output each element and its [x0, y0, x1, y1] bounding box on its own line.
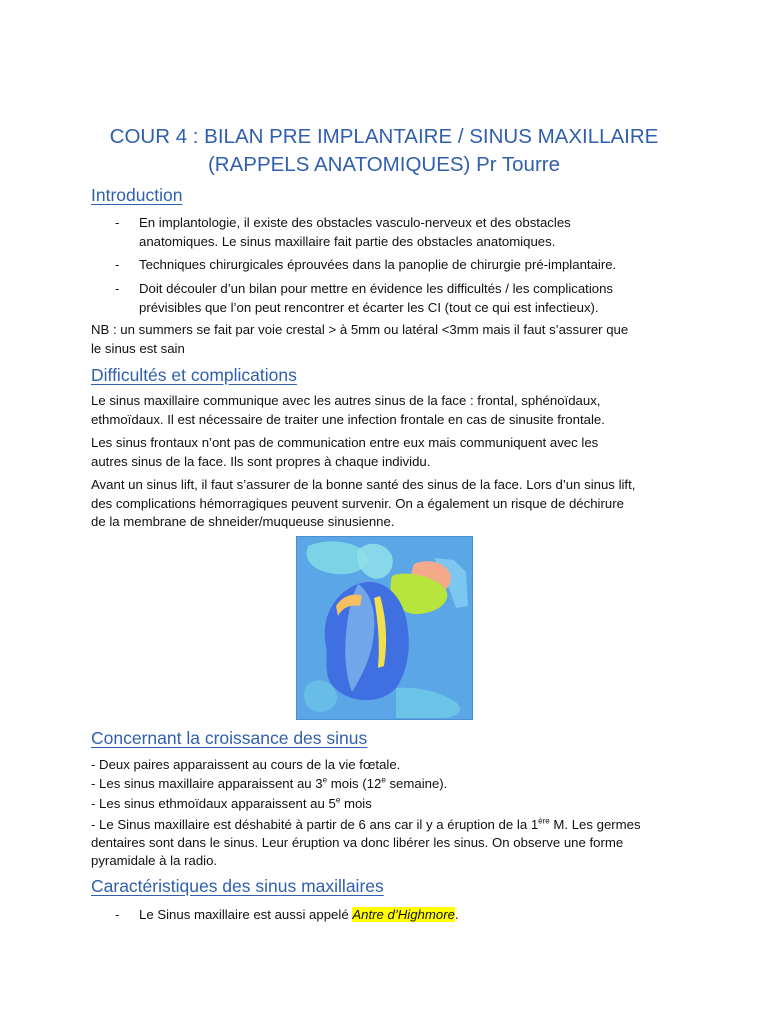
growth-line-3-a: - Les sinus ethmoïdaux apparaissent au 5 [91, 796, 336, 811]
sinus-anatomy-illustration [296, 536, 473, 720]
bullet-marker: - [115, 281, 120, 296]
growth-line-2-sup-a: e [322, 775, 328, 785]
features-bullet-1-after: . [454, 907, 459, 922]
growth-line-2 [91, 775, 681, 794]
growth-line-1: - Deux paires apparaissent au cours de la vie fœtale. [91, 757, 401, 772]
heading-growth: Concernant la croissance des sinus [91, 728, 368, 748]
growth-line-2-sup-b: e [381, 775, 386, 785]
bullet-marker: - [115, 215, 120, 230]
growth-line-4-b: M. Les germes [549, 817, 641, 832]
growth-line-3-sup: e [335, 795, 341, 805]
heading-difficulties: Difficultés et complications [91, 365, 297, 385]
growth-line-2-a: - Les sinus maxillaire apparaissent au 3 [91, 776, 323, 791]
heading-introduction: Introduction [91, 185, 183, 205]
difficulties-p2-line-1: Les sinus frontaux n’ont pas de communication entre eux mais communiquent avec les [91, 435, 599, 450]
difficulties-paragraph-1 [91, 392, 681, 429]
heading-features: Caractéristiques des sinus maxillaires [91, 876, 384, 896]
growth-line-2-c: semaine). [385, 776, 448, 791]
document-title [60, 123, 708, 179]
intro-bullet-1-line-2: anatomiques. Le sinus maxillaire fait partie des obstacles anatomiques. [139, 233, 556, 249]
growth-line-5: dentaires sont dans le sinus. Leur éruption va donc libérer les sinus. On observe une forme [91, 835, 624, 850]
nb-line-2: le sinus est sain [91, 340, 185, 356]
growth-line-4 [91, 816, 681, 835]
title-line-1: COUR 4 : BILAN PRE IMPLANTAIRE / SINUS MAXILLAIRE [109, 125, 659, 148]
growth-line-3-b: mois [340, 796, 372, 811]
bullet-marker: - [115, 257, 120, 272]
nb-line-1: NB : un summers se fait par voie crestal > à 5mm ou latéral <3mm mais il faut s’assurer que [91, 322, 629, 337]
difficulties-p1-line-1: Le sinus maxillaire communique avec les autres sinus de la face : frontal, sphénoïdaux, [91, 393, 601, 408]
growth-line-2-b: mois (12 [327, 776, 382, 791]
intro-bullet-2 [139, 256, 679, 275]
intro-bullet-1 [139, 214, 679, 251]
bullet-marker: - [115, 907, 120, 922]
intro-bullet-3 [139, 280, 679, 317]
difficulties-p3-line-2: des complications hémorragiques peuvent survenir. On a également un risque de déchirure [91, 495, 624, 511]
intro-bullet-3-line-2: prévisibles que l’on peut rencontrer et écarter les CI (tout ce qui est infectieux). [139, 299, 599, 315]
intro-bullet-3-line-1: Doit découler d’un bilan pour mettre en évidence les difficultés / les complications [139, 281, 614, 296]
difficulties-p1-line-2: ethmoïdaux. Il est nécessaire de traiter une infection frontale en cas de sinusite frontale. [91, 411, 605, 427]
growth-line-6: pyramidale à la radio. [91, 853, 218, 868]
title-line-2: (RAPPELS ANATOMIQUES) Pr Tourre [207, 153, 560, 176]
difficulties-paragraph-3 [91, 476, 681, 532]
difficulties-paragraph-2 [91, 434, 681, 471]
intro-bullet-1-line-1: En implantologie, il existe des obstacles vasculo-nerveux et des obstacles [139, 215, 571, 230]
features-bullet-1-text: Le Sinus maxillaire est aussi appelé [139, 907, 353, 922]
difficulties-p3-line-1: Avant un sinus lift, il faut s’assurer de la bonne santé des sinus de la face. Lors d’un sinus lift, [91, 477, 636, 492]
highlighted-term: Antre d’Highmore [352, 907, 455, 922]
growth-line-4-sup: ère [538, 816, 550, 826]
growth-line-4-a: - Le Sinus maxillaire est déshabité à partir de 6 ans car il y a éruption de la 1 [91, 817, 539, 832]
difficulties-p2-line-2: autres sinus de la face. Ils sont propres à chaque individu. [91, 453, 431, 469]
growth-line-3 [91, 795, 681, 814]
nb-paragraph [91, 321, 681, 358]
features-bullet-1 [139, 906, 679, 925]
intro-bullet-2-line-1: Techniques chirurgicales éprouvées dans la panoplie de chirurgie pré-implantaire. [139, 257, 617, 272]
difficulties-p3-line-3: de la membrane de shneider/muqueuse sinusienne. [91, 514, 395, 529]
